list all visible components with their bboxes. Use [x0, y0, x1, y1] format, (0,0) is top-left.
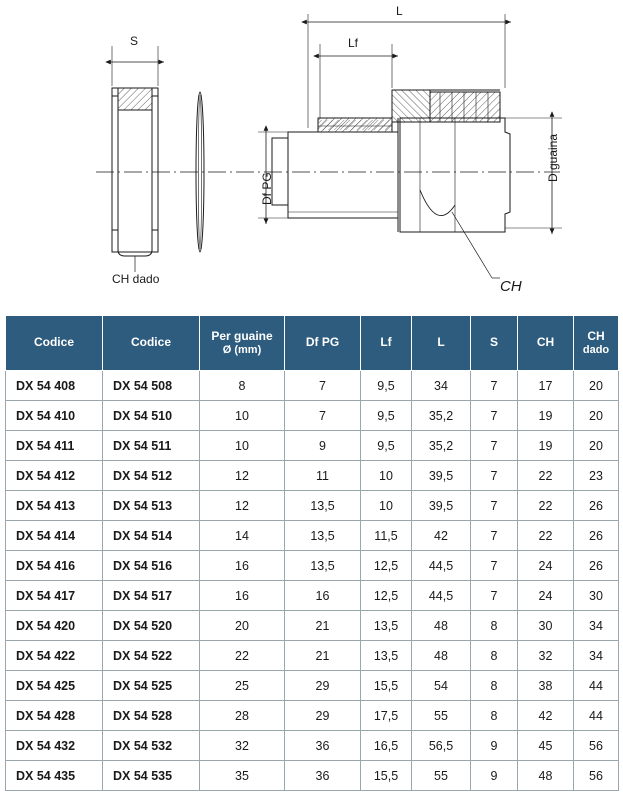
table-row — [6, 551, 619, 581]
cell-code: DX 54 511 — [103, 431, 200, 461]
cell-value: 16 — [285, 581, 361, 611]
cell-code: DX 54 510 — [103, 401, 200, 431]
cell-value: 10 — [200, 401, 285, 431]
col-header-df-pg — [285, 316, 361, 371]
cell-value: 44 — [574, 671, 619, 701]
table-header-row — [6, 316, 619, 371]
cell-value: 8 — [471, 611, 518, 641]
col-header-sub: dado — [582, 343, 610, 356]
cell-code: DX 54 512 — [103, 461, 200, 491]
cell-code: DX 54 522 — [103, 641, 200, 671]
cell-value: 26 — [574, 521, 619, 551]
col-header-per-guaine — [200, 316, 285, 371]
cell-value: 13,5 — [361, 641, 412, 671]
col-header-main: L — [437, 335, 445, 350]
cell-value: 16,5 — [361, 731, 412, 761]
cell-code: DX 54 416 — [6, 551, 103, 581]
cell-code: DX 54 435 — [6, 761, 103, 791]
drawing-svg — [0, 0, 623, 310]
col-header-main: CH — [536, 335, 555, 350]
cell-value: 7 — [471, 431, 518, 461]
cell-code: DX 54 532 — [103, 731, 200, 761]
cell-code: DX 54 520 — [103, 611, 200, 641]
cell-value: 30 — [574, 581, 619, 611]
cell-value: 12 — [200, 461, 285, 491]
label-df-pg: Df PG — [260, 172, 274, 205]
cell-code: DX 54 516 — [103, 551, 200, 581]
cell-value: 8 — [471, 671, 518, 701]
cell-value: 42 — [412, 521, 471, 551]
dim-lf — [314, 44, 398, 118]
cell-value: 35,2 — [412, 431, 471, 461]
cell-value: 16 — [200, 551, 285, 581]
cell-value: 9 — [285, 431, 361, 461]
col-header-main: Codice — [130, 335, 171, 350]
cell-value: 39,5 — [412, 461, 471, 491]
table-row — [6, 641, 619, 671]
technical-drawing — [0, 0, 623, 310]
table-row — [6, 611, 619, 641]
cell-value: 20 — [574, 401, 619, 431]
cell-value: 29 — [285, 671, 361, 701]
col-header-s — [471, 316, 518, 371]
cell-value: 26 — [574, 551, 619, 581]
cell-value: 7 — [471, 491, 518, 521]
cell-code: DX 54 535 — [103, 761, 200, 791]
cell-code: DX 54 414 — [6, 521, 103, 551]
cell-value: 7 — [471, 461, 518, 491]
cell-value: 25 — [200, 671, 285, 701]
table-row — [6, 401, 619, 431]
cell-code: DX 54 517 — [103, 581, 200, 611]
cell-code: DX 54 425 — [6, 671, 103, 701]
table-row — [6, 461, 619, 491]
col-header-ch — [518, 316, 574, 371]
col-header-l — [412, 316, 471, 371]
cell-code: DX 54 513 — [103, 491, 200, 521]
cell-value: 44,5 — [412, 581, 471, 611]
col-header-main: Codice — [33, 335, 74, 350]
cell-value: 29 — [285, 701, 361, 731]
cell-value: 28 — [200, 701, 285, 731]
cell-value: 48 — [518, 761, 574, 791]
cell-value: 12,5 — [361, 581, 412, 611]
cell-value: 34 — [574, 641, 619, 671]
cell-value: 34 — [412, 371, 471, 401]
cell-value: 7 — [471, 521, 518, 551]
col-header-codice-2 — [103, 316, 200, 371]
label-ch: CH — [500, 278, 522, 295]
cell-value: 55 — [412, 701, 471, 731]
table-body — [6, 371, 619, 791]
cell-value: 22 — [518, 521, 574, 551]
cell-value: 13,5 — [285, 491, 361, 521]
cell-value: 16 — [200, 581, 285, 611]
table-row — [6, 581, 619, 611]
cell-value: 9,5 — [361, 371, 412, 401]
cell-value: 24 — [518, 581, 574, 611]
cell-code: DX 54 420 — [6, 611, 103, 641]
cell-code: DX 54 428 — [6, 701, 103, 731]
cell-value: 13,5 — [285, 521, 361, 551]
label-s: S — [130, 34, 139, 48]
cell-value: 7 — [285, 401, 361, 431]
cell-value: 54 — [412, 671, 471, 701]
cell-value: 9 — [471, 731, 518, 761]
cell-value: 9 — [471, 761, 518, 791]
col-header-main: CH — [587, 328, 605, 343]
cell-value: 14 — [200, 521, 285, 551]
cell-value: 24 — [518, 551, 574, 581]
cell-value: 15,5 — [361, 761, 412, 791]
cell-value: 42 — [518, 701, 574, 731]
cell-value: 20 — [200, 611, 285, 641]
col-header-lf — [361, 316, 412, 371]
cell-code: DX 54 432 — [6, 731, 103, 761]
cell-value: 56 — [574, 731, 619, 761]
cell-code: DX 54 528 — [103, 701, 200, 731]
cell-code: DX 54 413 — [6, 491, 103, 521]
cell-value: 34 — [574, 611, 619, 641]
cell-value: 48 — [412, 641, 471, 671]
cell-value: 21 — [285, 641, 361, 671]
cell-value: 36 — [285, 731, 361, 761]
cell-value: 12 — [200, 491, 285, 521]
cell-value: 44 — [574, 701, 619, 731]
cell-code: DX 54 525 — [103, 671, 200, 701]
cell-value: 48 — [412, 611, 471, 641]
cell-value: 9,5 — [361, 431, 412, 461]
cell-code: DX 54 410 — [6, 401, 103, 431]
col-header-ch-dado — [574, 316, 619, 371]
col-header-main: S — [489, 335, 498, 350]
cell-value: 20 — [574, 431, 619, 461]
table-row — [6, 731, 619, 761]
cell-value: 7 — [471, 401, 518, 431]
table-row — [6, 431, 619, 461]
cell-value: 44,5 — [412, 551, 471, 581]
table-row — [6, 701, 619, 731]
col-header-main: Lf — [380, 335, 392, 350]
cell-code: DX 54 411 — [6, 431, 103, 461]
cell-value: 19 — [518, 431, 574, 461]
cell-value: 39,5 — [412, 491, 471, 521]
cell-value: 38 — [518, 671, 574, 701]
cell-value: 30 — [518, 611, 574, 641]
spec-table — [5, 315, 619, 791]
cell-value: 10 — [361, 461, 412, 491]
col-header-codice-1 — [6, 316, 103, 371]
cell-value: 8 — [200, 371, 285, 401]
cell-value: 22 — [518, 461, 574, 491]
table-row — [6, 761, 619, 791]
cell-value: 13,5 — [285, 551, 361, 581]
cell-code: DX 54 412 — [6, 461, 103, 491]
cell-value: 10 — [361, 491, 412, 521]
table-row — [6, 671, 619, 701]
cell-value: 17 — [518, 371, 574, 401]
col-header-sub: Ø (mm) — [222, 343, 262, 356]
cell-value: 45 — [518, 731, 574, 761]
cell-value: 11,5 — [361, 521, 412, 551]
cell-value: 56,5 — [412, 731, 471, 761]
cell-value: 22 — [200, 641, 285, 671]
ch-leader — [452, 212, 492, 278]
cell-value: 26 — [574, 491, 619, 521]
cell-code: DX 54 514 — [103, 521, 200, 551]
cell-code: DX 54 408 — [6, 371, 103, 401]
cell-code: DX 54 422 — [6, 641, 103, 671]
cell-value: 11 — [285, 461, 361, 491]
label-l: L — [396, 4, 403, 18]
label-lf: Lf — [348, 36, 359, 50]
cell-value: 17,5 — [361, 701, 412, 731]
cell-value: 7 — [471, 581, 518, 611]
cell-value: 7 — [285, 371, 361, 401]
cell-value: 56 — [574, 761, 619, 791]
cell-value: 9,5 — [361, 401, 412, 431]
label-d-guaina: D guaina — [546, 133, 560, 182]
table-row — [6, 491, 619, 521]
spec-table-container — [5, 315, 618, 791]
cell-value: 19 — [518, 401, 574, 431]
cell-value: 35 — [200, 761, 285, 791]
cell-value: 15,5 — [361, 671, 412, 701]
cell-value: 36 — [285, 761, 361, 791]
cell-value: 10 — [200, 431, 285, 461]
dim-s — [106, 46, 164, 86]
cell-value: 7 — [471, 551, 518, 581]
cell-code: DX 54 417 — [6, 581, 103, 611]
cell-value: 20 — [574, 371, 619, 401]
cell-value: 8 — [471, 641, 518, 671]
cell-value: 22 — [518, 491, 574, 521]
col-header-main: Df PG — [305, 335, 340, 350]
cell-code: DX 54 508 — [103, 371, 200, 401]
table-row — [6, 371, 619, 401]
table-row — [6, 521, 619, 551]
cell-value: 12,5 — [361, 551, 412, 581]
cell-value: 13,5 — [361, 611, 412, 641]
cell-value: 55 — [412, 761, 471, 791]
cell-value: 7 — [471, 371, 518, 401]
label-ch-dado: CH dado — [112, 272, 160, 286]
cell-value: 32 — [200, 731, 285, 761]
cell-value: 35,2 — [412, 401, 471, 431]
cell-value: 32 — [518, 641, 574, 671]
cell-value: 23 — [574, 461, 619, 491]
cell-value: 8 — [471, 701, 518, 731]
cell-value: 21 — [285, 611, 361, 641]
col-header-main: Per guaine — [211, 328, 273, 343]
